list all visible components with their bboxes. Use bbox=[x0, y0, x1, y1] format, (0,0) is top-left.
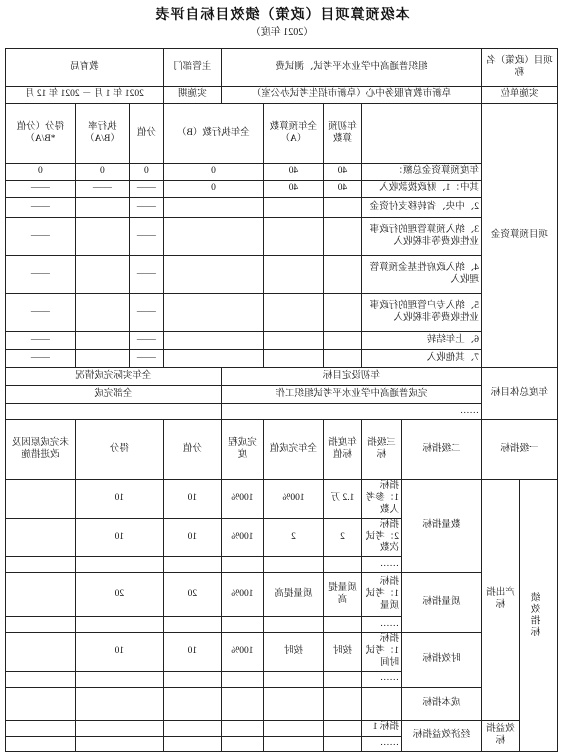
perf-blank bbox=[263, 557, 323, 573]
perf-blank bbox=[323, 687, 361, 720]
perf-blank bbox=[263, 736, 323, 751]
budget-header-blank bbox=[361, 104, 481, 164]
goal-actual-value: 全部完成 bbox=[5, 386, 221, 404]
dept-label: 主管部门 bbox=[163, 49, 221, 87]
perf-dots: …… bbox=[361, 671, 401, 687]
perf-header-level1: 一级指标 bbox=[481, 420, 557, 480]
perf-blank bbox=[323, 671, 361, 687]
budget-cell bbox=[323, 198, 361, 218]
budget-cell: 0 bbox=[163, 164, 263, 181]
budget-cell bbox=[163, 294, 263, 332]
perf-blank bbox=[163, 687, 221, 720]
perf-blank bbox=[75, 617, 163, 633]
budget-cell: —— bbox=[129, 256, 163, 294]
perf-header-target: 年度指标值 bbox=[323, 420, 361, 480]
perf-header-level3: 三级指标 bbox=[361, 420, 401, 480]
perf-weight: 10 bbox=[163, 633, 221, 672]
budget-cell bbox=[323, 256, 361, 294]
perf-blank bbox=[323, 736, 361, 751]
perf-score: 20 bbox=[75, 573, 163, 617]
budget-header-row bbox=[5, 104, 557, 164]
evaluation-table bbox=[5, 48, 558, 752]
budget-cell bbox=[163, 198, 263, 218]
budget-row-label: 5、纳入专户管理的行政事业性收费等非税收入 bbox=[361, 294, 481, 332]
perf-blank bbox=[75, 687, 163, 720]
dept-value: 教育局 bbox=[5, 49, 163, 87]
budget-cell: —— bbox=[129, 181, 163, 198]
budget-row bbox=[5, 218, 557, 256]
budget-cell: —— bbox=[129, 198, 163, 218]
perf-reason bbox=[5, 573, 75, 617]
perf-row bbox=[5, 480, 557, 519]
perf-blank bbox=[5, 736, 75, 751]
perf-dots: …… bbox=[361, 557, 401, 573]
perf-header-completion: 完成程度 bbox=[221, 420, 263, 480]
budget-cell: —— bbox=[5, 181, 75, 198]
perf-blank bbox=[75, 671, 163, 687]
goal-actual-header: 全年实际完成情况 bbox=[5, 368, 221, 386]
budget-cell: 40 bbox=[323, 181, 361, 198]
perf-actual: 100% bbox=[263, 480, 323, 519]
budget-row-label: 7、其他收入 bbox=[361, 350, 481, 368]
unit-value: 阜新市教育服务中心（阜新市招生考试办公室） bbox=[221, 87, 481, 104]
budget-cell bbox=[75, 198, 129, 218]
perf-reason bbox=[5, 720, 75, 736]
goal-header-row bbox=[5, 368, 557, 386]
perf-cost-row bbox=[5, 687, 557, 720]
perf-blank bbox=[361, 687, 401, 720]
perf-header-row bbox=[5, 420, 557, 480]
budget-cell bbox=[263, 350, 323, 368]
budget-cell: 0 bbox=[5, 164, 75, 181]
perf-actual: 2 bbox=[263, 518, 323, 557]
perf-blank bbox=[163, 557, 221, 573]
perf-blank bbox=[221, 557, 263, 573]
perf-qty-label: 数量指标 bbox=[401, 480, 481, 573]
budget-cell bbox=[263, 256, 323, 294]
perf-indicator: 指标 1：考试时间 bbox=[361, 633, 401, 672]
perf-blank bbox=[5, 617, 75, 633]
perf-blank bbox=[221, 736, 263, 751]
perf-blank bbox=[323, 617, 361, 633]
goal-more-blank bbox=[5, 404, 221, 420]
project-name-value: 组织普通高中学业水平考试、测试费 bbox=[221, 49, 481, 87]
budget-cell: —— bbox=[129, 218, 163, 256]
budget-cell: 0 bbox=[163, 181, 263, 198]
goal-more-dots: …… bbox=[221, 404, 481, 420]
perf-time-label: 时效指标 bbox=[401, 633, 481, 688]
goal-section-label: 年度总体目标 bbox=[481, 368, 557, 420]
budget-cell: —— bbox=[129, 350, 163, 368]
perf-blank bbox=[221, 671, 263, 687]
budget-header-executed: 全年执行数（B） bbox=[163, 104, 263, 164]
page-year: （2021 年度） bbox=[250, 27, 314, 38]
perf-weight: 10 bbox=[163, 480, 221, 519]
project-name-label: 项目（政策）名称 bbox=[481, 49, 557, 87]
budget-row bbox=[5, 350, 557, 368]
perf-blank bbox=[263, 617, 323, 633]
perf-target bbox=[323, 720, 361, 736]
perf-target: 1.2 万 bbox=[323, 480, 361, 519]
budget-row-label: 6、上年结转 bbox=[361, 332, 481, 350]
perf-indicator: 指标 1 bbox=[361, 720, 401, 736]
perf-econ-label: 经济效益指标 bbox=[401, 720, 481, 751]
period-label: 实施期 bbox=[163, 87, 221, 104]
project-name-row bbox=[5, 49, 557, 87]
goal-target-header: 年初设定目标 bbox=[221, 368, 481, 386]
perf-target: 按时 bbox=[323, 633, 361, 672]
budget-row bbox=[5, 332, 557, 350]
budget-row bbox=[5, 294, 557, 332]
perf-completion bbox=[221, 720, 263, 736]
perf-reason bbox=[5, 518, 75, 557]
budget-cell bbox=[263, 198, 323, 218]
perf-score: 10 bbox=[75, 480, 163, 519]
perf-blank bbox=[263, 671, 323, 687]
budget-cell bbox=[163, 350, 263, 368]
goal-content-row bbox=[5, 386, 557, 404]
budget-cell bbox=[323, 218, 361, 256]
budget-header-annual: 全年预算数（A） bbox=[263, 104, 323, 164]
budget-cell bbox=[263, 294, 323, 332]
budget-cell: 0 bbox=[75, 164, 129, 181]
perf-header-weight: 分值 bbox=[163, 420, 221, 480]
perf-reason bbox=[5, 480, 75, 519]
perf-target: 质量提高 bbox=[323, 573, 361, 617]
budget-header-initial: 年初预算数 bbox=[323, 104, 361, 164]
budget-row-label: 3、纳入预算管理的行政事业性收费等非税收入 bbox=[361, 218, 481, 256]
perf-header-level2: 二级指标 bbox=[401, 420, 481, 480]
perf-blank bbox=[163, 617, 221, 633]
perf-blank bbox=[163, 671, 221, 687]
budget-cell: —— bbox=[5, 350, 75, 368]
budget-cell: —— bbox=[5, 198, 75, 218]
perf-indicator: 指标 1：考试质量 bbox=[361, 573, 401, 617]
perf-completion: 100% bbox=[221, 480, 263, 519]
perf-header-reason: 未完成原因及改进措施 bbox=[5, 420, 75, 480]
perf-row bbox=[5, 633, 557, 672]
budget-header-score-weight: 分值 bbox=[129, 104, 163, 164]
budget-cell bbox=[263, 332, 323, 350]
perf-blank bbox=[263, 687, 323, 720]
perf-cost-label: 成本指标 bbox=[401, 687, 481, 720]
budget-cell bbox=[163, 256, 263, 294]
perf-header-actual: 全年完成值 bbox=[263, 420, 323, 480]
perf-row bbox=[5, 720, 557, 736]
budget-cell: —— bbox=[5, 294, 75, 332]
perf-weight: 10 bbox=[163, 518, 221, 557]
period-value: 2021 年 1 月 － 2021 年 12 月 bbox=[5, 87, 163, 104]
perf-qual-label: 质量指标 bbox=[401, 573, 481, 633]
perf-output-label: 产出指标 bbox=[481, 480, 519, 721]
perf-indicator: 指标 1：参考人数 bbox=[361, 480, 401, 519]
budget-cell: —— bbox=[5, 256, 75, 294]
unit-label: 实施单位 bbox=[481, 87, 557, 104]
page-title: 本级预算项目（政策）绩效目标自评表 bbox=[154, 8, 410, 23]
perf-dots: …… bbox=[361, 617, 401, 633]
budget-cell bbox=[75, 294, 129, 332]
perf-actual bbox=[263, 720, 323, 736]
perf-header-score: 得分 bbox=[75, 420, 163, 480]
budget-cell: —— bbox=[5, 218, 75, 256]
perf-blank bbox=[5, 671, 75, 687]
budget-row bbox=[5, 164, 557, 181]
goal-more-row bbox=[5, 404, 557, 420]
perf-benefit-label: 效益指标 bbox=[481, 720, 519, 751]
budget-cell: 40 bbox=[263, 164, 323, 181]
perf-actual: 按时 bbox=[263, 633, 323, 672]
perf-blank bbox=[221, 617, 263, 633]
budget-cell bbox=[163, 332, 263, 350]
budget-cell bbox=[75, 332, 129, 350]
budget-row-label: 4、纳入政府性基金预算管理收入 bbox=[361, 256, 481, 294]
budget-row-label: 其中：1、财政拨款收入 bbox=[361, 181, 481, 198]
perf-section-label: 绩效指标 bbox=[520, 480, 558, 752]
budget-section-label: 项目预算资金 bbox=[481, 104, 557, 368]
perf-reason bbox=[5, 633, 75, 672]
perf-weight: 20 bbox=[163, 573, 221, 617]
budget-cell bbox=[75, 218, 129, 256]
budget-cell bbox=[323, 332, 361, 350]
perf-weight bbox=[163, 720, 221, 736]
budget-cell: 40 bbox=[323, 164, 361, 181]
budget-cell: —— bbox=[129, 294, 163, 332]
budget-row-label: 2、中央、省转移支付资金 bbox=[361, 198, 481, 218]
budget-cell: 0 bbox=[129, 164, 163, 181]
budget-header-rate: 执行率（B/A） bbox=[75, 104, 129, 164]
budget-cell: —— bbox=[5, 332, 75, 350]
budget-cell bbox=[263, 218, 323, 256]
budget-cell: —— bbox=[129, 332, 163, 350]
perf-blank bbox=[75, 557, 163, 573]
perf-target: 2 bbox=[323, 518, 361, 557]
budget-row-label: 年度预算资金总额： bbox=[361, 164, 481, 181]
perf-blank bbox=[5, 687, 75, 720]
perf-blank bbox=[163, 736, 221, 751]
budget-cell: —— bbox=[75, 181, 129, 198]
perf-row bbox=[5, 573, 557, 617]
budget-cell bbox=[163, 218, 263, 256]
budget-cell bbox=[75, 350, 129, 368]
budget-cell bbox=[75, 256, 129, 294]
perf-indicator: 指标 2：考试次数 bbox=[361, 518, 401, 557]
perf-blank bbox=[323, 557, 361, 573]
perf-score: 10 bbox=[75, 633, 163, 672]
perf-actual: 质量提高 bbox=[263, 573, 323, 617]
budget-row bbox=[5, 256, 557, 294]
budget-cell bbox=[323, 294, 361, 332]
perf-blank bbox=[5, 557, 75, 573]
budget-row bbox=[5, 198, 557, 218]
unit-row bbox=[5, 87, 557, 104]
budget-header-score: 得分（分值*B/A） bbox=[5, 104, 75, 164]
budget-cell bbox=[323, 350, 361, 368]
budget-row bbox=[5, 181, 557, 198]
perf-blank bbox=[75, 736, 163, 751]
perf-completion: 100% bbox=[221, 633, 263, 672]
budget-cell: 40 bbox=[263, 181, 323, 198]
perf-dots: …… bbox=[361, 736, 401, 751]
perf-score: 10 bbox=[75, 518, 163, 557]
perf-blank bbox=[221, 687, 263, 720]
perf-score bbox=[75, 720, 163, 736]
perf-completion: 100% bbox=[221, 573, 263, 617]
perf-completion: 100% bbox=[221, 518, 263, 557]
goal-target-value: 完成普通高中学业水平考试组织工作 bbox=[221, 386, 481, 404]
